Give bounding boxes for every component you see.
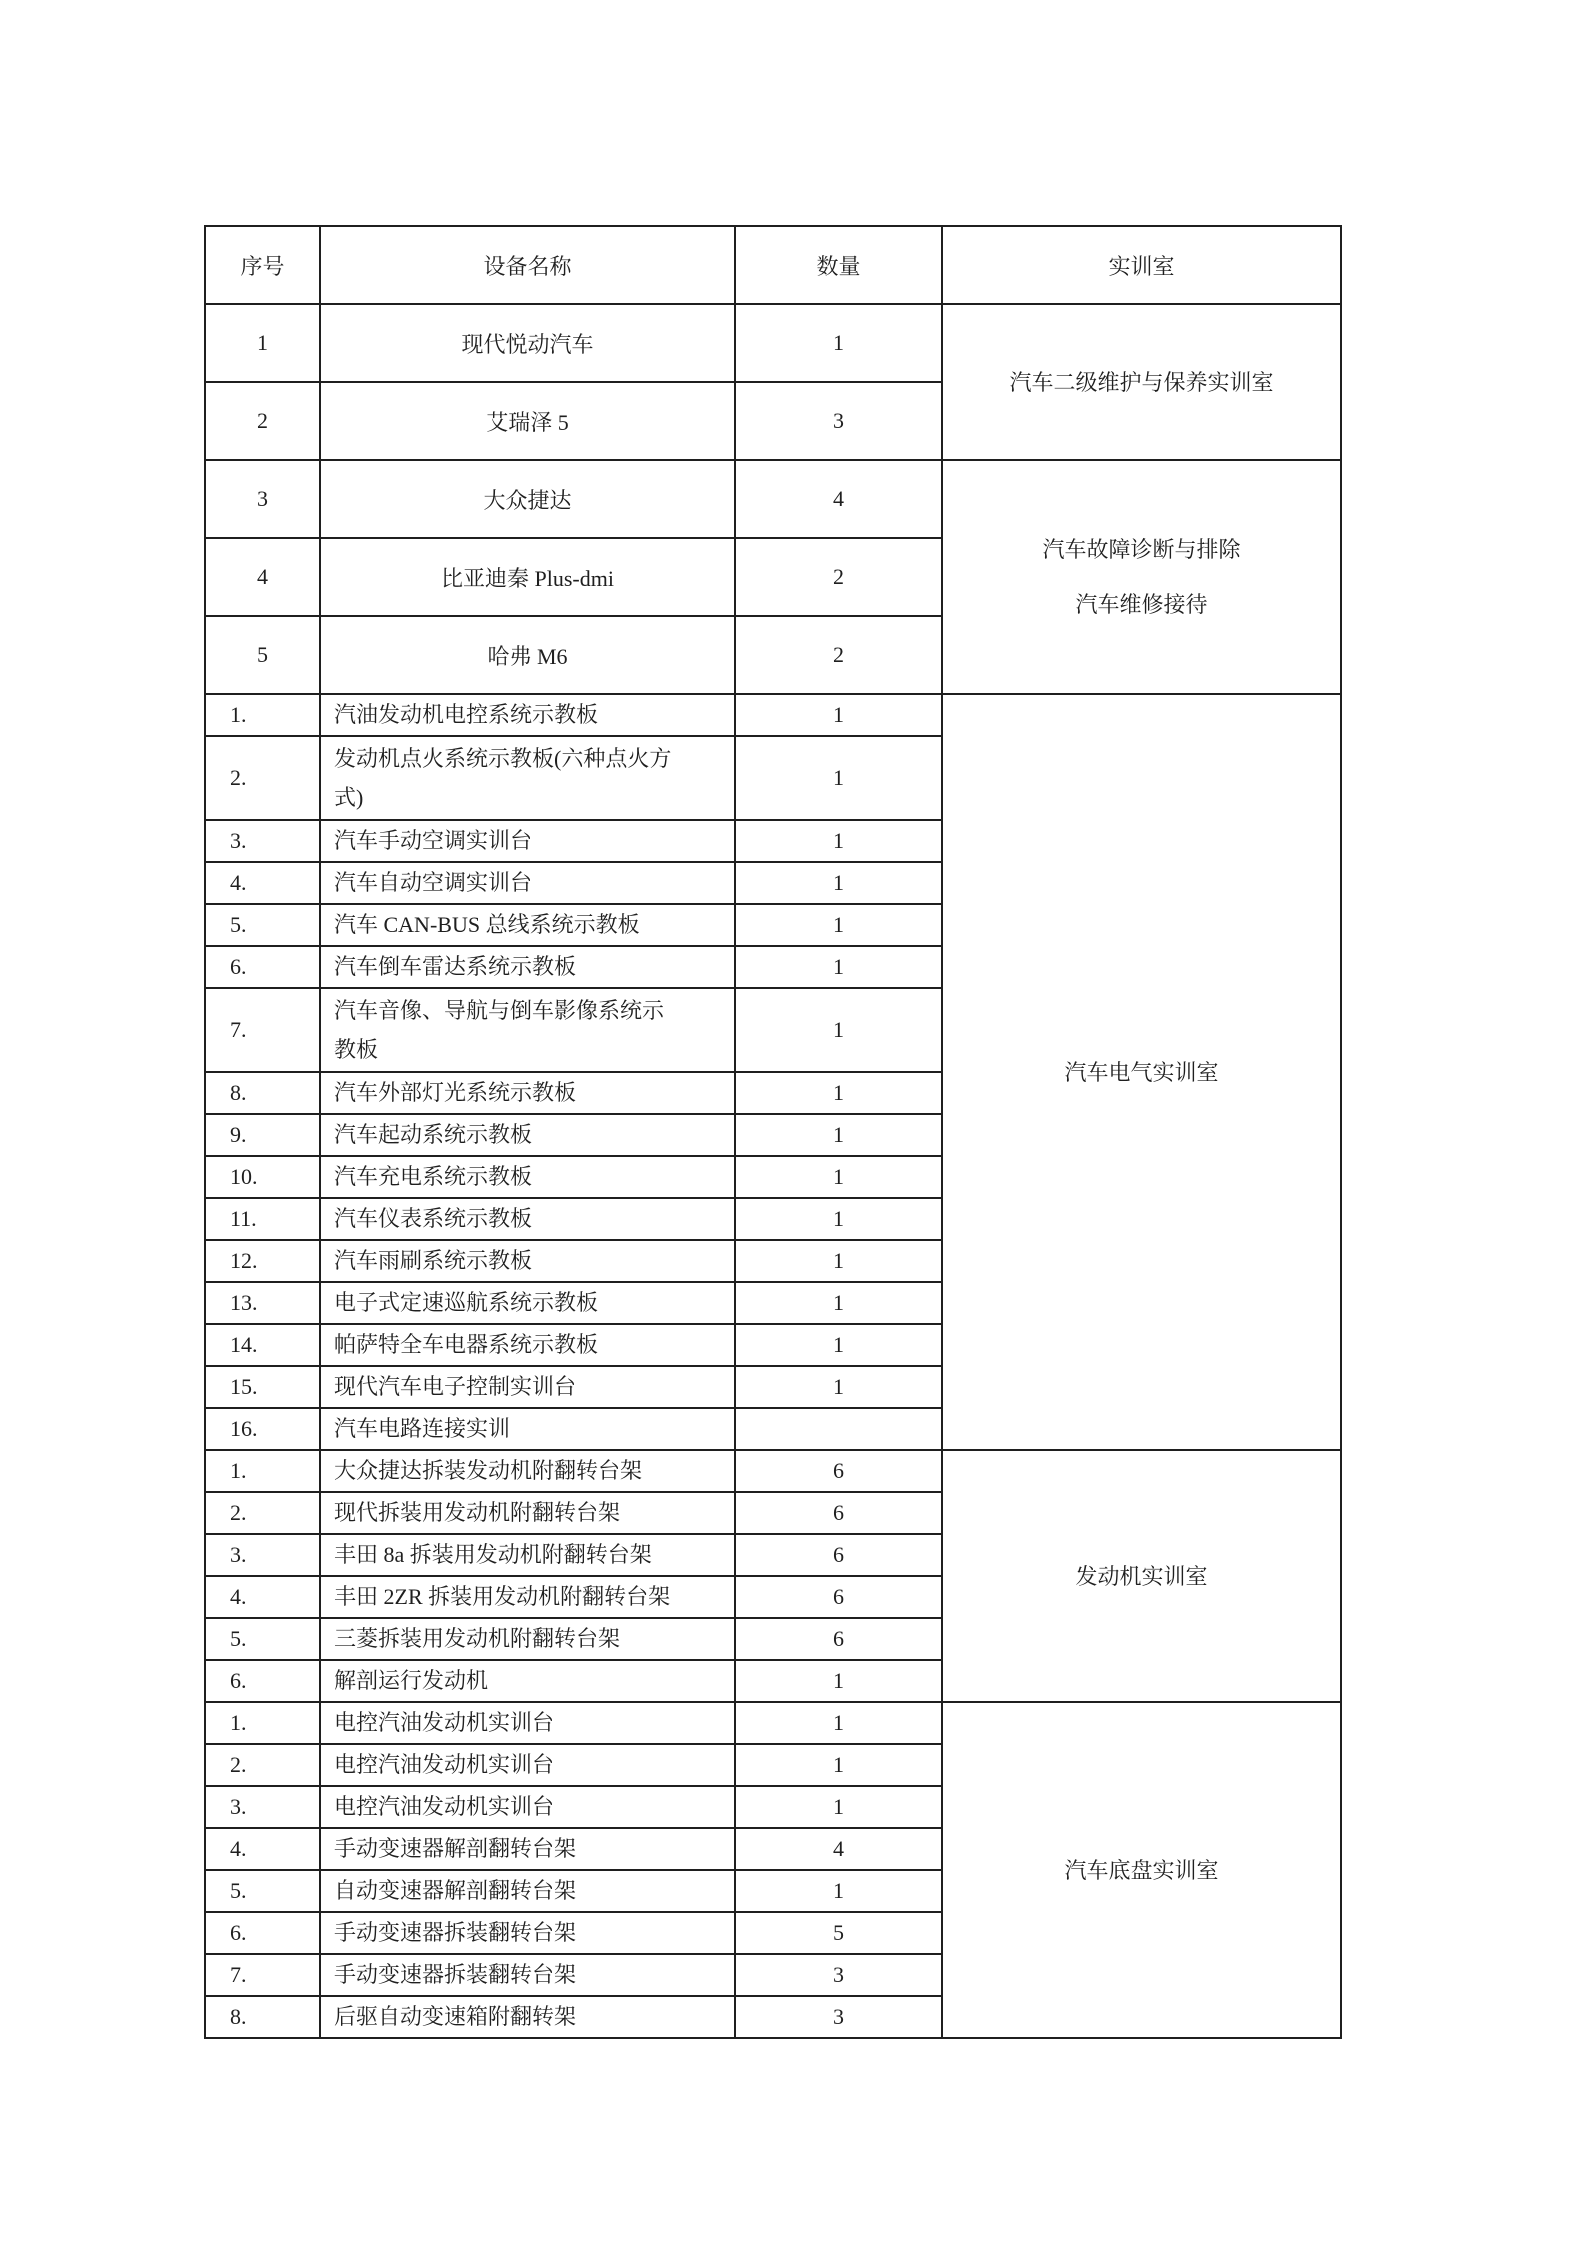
training-room-label: 汽车维修接待: [1075, 592, 1208, 617]
equipment-name-cell: 现代汽车电子控制实训台: [320, 1366, 735, 1408]
row-index-cell: 6.: [205, 1912, 320, 1954]
column-header-1: 序号: [205, 226, 320, 304]
equipment-name-cell: 汽车电路连接实训: [320, 1408, 735, 1450]
quantity-cell: 1: [735, 1240, 942, 1282]
row-index-cell: 6.: [205, 946, 320, 988]
equipment-name-cell: 大众捷达: [320, 460, 735, 538]
training-room-label: 汽车故障诊断与排除: [1042, 537, 1241, 562]
row-index-cell: 9.: [205, 1114, 320, 1156]
quantity-cell: 6: [735, 1492, 942, 1534]
row-index-cell: 4.: [205, 862, 320, 904]
quantity-cell: 1: [735, 1072, 942, 1114]
equipment-name-cell: 电控汽油发动机实训台: [320, 1786, 735, 1828]
row-index-cell: 4.: [205, 1828, 320, 1870]
row-index-cell: 5.: [205, 904, 320, 946]
row-index-cell: 14.: [205, 1324, 320, 1366]
training-room-cell: [942, 460, 1341, 694]
quantity-cell: 1: [735, 1870, 942, 1912]
row-index-cell: 1.: [205, 1450, 320, 1492]
row-index-cell: 2: [205, 382, 320, 460]
column-header-2: 设备名称: [320, 226, 735, 304]
row-index-cell: 6.: [205, 1660, 320, 1702]
equipment-name-cell: 现代拆装用发动机附翻转台架: [320, 1492, 735, 1534]
equipment-name-cell: 艾瑞泽 5: [320, 382, 735, 460]
row-index-cell: 11.: [205, 1198, 320, 1240]
quantity-cell: 3: [735, 382, 942, 460]
row-index-cell: 5.: [205, 1618, 320, 1660]
quantity-cell: 1: [735, 988, 942, 1072]
equipment-name-cell: 后驱自动变速箱附翻转架: [320, 1996, 735, 2038]
quantity-cell: 3: [735, 1954, 942, 1996]
row-index-cell: 1: [205, 304, 320, 382]
equipment-name-cell: 汽车仪表系统示教板: [320, 1198, 735, 1240]
equipment-name-cell: 手动变速器拆装翻转台架: [320, 1912, 735, 1954]
quantity-cell: [735, 1408, 942, 1450]
training-room-cell: [942, 1450, 1341, 1702]
column-header-3: 数量: [735, 226, 942, 304]
equipment-name-cell: 电子式定速巡航系统示教板: [320, 1282, 735, 1324]
row-index-cell: 13.: [205, 1282, 320, 1324]
equipment-name-cell: 汽车充电系统示教板: [320, 1156, 735, 1198]
quantity-cell: 6: [735, 1450, 942, 1492]
training-room-cell: [942, 304, 1341, 460]
row-index-cell: 5.: [205, 1870, 320, 1912]
equipment-name-cell: 手动变速器拆装翻转台架: [320, 1954, 735, 1996]
equipment-name-cell: 现代悦动汽车: [320, 304, 735, 382]
quantity-cell: 4: [735, 1828, 942, 1870]
training-room-label: 汽车二级维护与保养实训室: [1009, 369, 1274, 395]
row-index-cell: 3.: [205, 1786, 320, 1828]
quantity-cell: 1: [735, 820, 942, 862]
equipment-name-cell: 汽车雨刷系统示教板: [320, 1240, 735, 1282]
table-row: [205, 1702, 1341, 1744]
training-room-cell: [942, 1702, 1341, 2038]
table-row: [205, 460, 1341, 538]
quantity-cell: 1: [735, 1744, 942, 1786]
column-header-4: 实训室: [942, 226, 1341, 304]
quantity-cell: 4: [735, 460, 942, 538]
equipment-name-cell: 发动机点火系统示教板(六种点火方式): [320, 736, 735, 820]
row-index-cell: 3.: [205, 820, 320, 862]
quantity-cell: 1: [735, 304, 942, 382]
equipment-name-cell: 大众捷达拆装发动机附翻转台架: [320, 1450, 735, 1492]
equipment-table: [204, 225, 1342, 2039]
row-index-cell: 8.: [205, 1996, 320, 2038]
equipment-name-cell: 汽车手动空调实训台: [320, 820, 735, 862]
row-index-cell: 1.: [205, 694, 320, 736]
table-row: [205, 694, 1341, 736]
equipment-name-cell: 手动变速器解剖翻转台架: [320, 1828, 735, 1870]
quantity-cell: 2: [735, 616, 942, 694]
equipment-name-cell: 汽油发动机电控系统示教板: [320, 694, 735, 736]
row-index-cell: 2.: [205, 1744, 320, 1786]
row-index-cell: 1.: [205, 1702, 320, 1744]
quantity-cell: 1: [735, 946, 942, 988]
table-row: [205, 304, 1341, 382]
row-index-cell: 5: [205, 616, 320, 694]
quantity-cell: 1: [735, 1660, 942, 1702]
quantity-cell: 5: [735, 1912, 942, 1954]
quantity-cell: 1: [735, 694, 942, 736]
equipment-name-cell: 丰田 8a 拆装用发动机附翻转台架: [320, 1534, 735, 1576]
row-index-cell: 15.: [205, 1366, 320, 1408]
quantity-cell: 1: [735, 1702, 942, 1744]
equipment-name-cell: 帕萨特全车电器系统示教板: [320, 1324, 735, 1366]
equipment-name-cell: 解剖运行发动机: [320, 1660, 735, 1702]
equipment-name-cell: 三菱拆装用发动机附翻转台架: [320, 1618, 735, 1660]
quantity-cell: 1: [735, 1282, 942, 1324]
row-index-cell: 16.: [205, 1408, 320, 1450]
equipment-name-cell: 汽车音像、导航与倒车影像系统示教板: [320, 988, 735, 1072]
training-room-label: 汽车底盘实训室: [1064, 1857, 1219, 1883]
quantity-cell: 1: [735, 1324, 942, 1366]
equipment-name-cell: 丰田 2ZR 拆装用发动机附翻转台架: [320, 1576, 735, 1618]
equipment-name-cell: 汽车外部灯光系统示教板: [320, 1072, 735, 1114]
row-index-cell: 12.: [205, 1240, 320, 1282]
training-room-label: 汽车电气实训室: [1064, 1059, 1219, 1085]
row-index-cell: 10.: [205, 1156, 320, 1198]
quantity-cell: 1: [735, 1786, 942, 1828]
table-row: [205, 1450, 1341, 1492]
quantity-cell: 1: [735, 1198, 942, 1240]
quantity-cell: 6: [735, 1618, 942, 1660]
quantity-cell: 1: [735, 1156, 942, 1198]
training-room-cell: [942, 694, 1341, 1450]
equipment-name-cell: 电控汽油发动机实训台: [320, 1702, 735, 1744]
quantity-cell: 1: [735, 862, 942, 904]
row-index-cell: 2.: [205, 736, 320, 820]
row-index-cell: 7.: [205, 988, 320, 1072]
equipment-name-cell: 汽车 CAN-BUS 总线系统示教板: [320, 904, 735, 946]
equipment-name-cell: 自动变速器解剖翻转台架: [320, 1870, 735, 1912]
equipment-name-cell: 电控汽油发动机实训台: [320, 1744, 735, 1786]
row-index-cell: 8.: [205, 1072, 320, 1114]
row-index-cell: 3.: [205, 1534, 320, 1576]
equipment-name-cell: 汽车起动系统示教板: [320, 1114, 735, 1156]
quantity-cell: 6: [735, 1534, 942, 1576]
quantity-cell: 6: [735, 1576, 942, 1618]
training-room-label: 发动机实训室: [1075, 1563, 1208, 1589]
row-index-cell: 2.: [205, 1492, 320, 1534]
table-header-row: [205, 226, 1341, 304]
row-index-cell: 4: [205, 538, 320, 616]
quantity-cell: 2: [735, 538, 942, 616]
equipment-name-cell: 哈弗 M6: [320, 616, 735, 694]
quantity-cell: 3: [735, 1996, 942, 2038]
row-index-cell: 4.: [205, 1576, 320, 1618]
quantity-cell: 1: [735, 1366, 942, 1408]
quantity-cell: 1: [735, 904, 942, 946]
equipment-name-cell: 比亚迪秦 Plus-dmi: [320, 538, 735, 616]
row-index-cell: 7.: [205, 1954, 320, 1996]
equipment-name-cell: 汽车自动空调实训台: [320, 862, 735, 904]
quantity-cell: 1: [735, 1114, 942, 1156]
equipment-name-cell: 汽车倒车雷达系统示教板: [320, 946, 735, 988]
quantity-cell: 1: [735, 736, 942, 820]
row-index-cell: 3: [205, 460, 320, 538]
